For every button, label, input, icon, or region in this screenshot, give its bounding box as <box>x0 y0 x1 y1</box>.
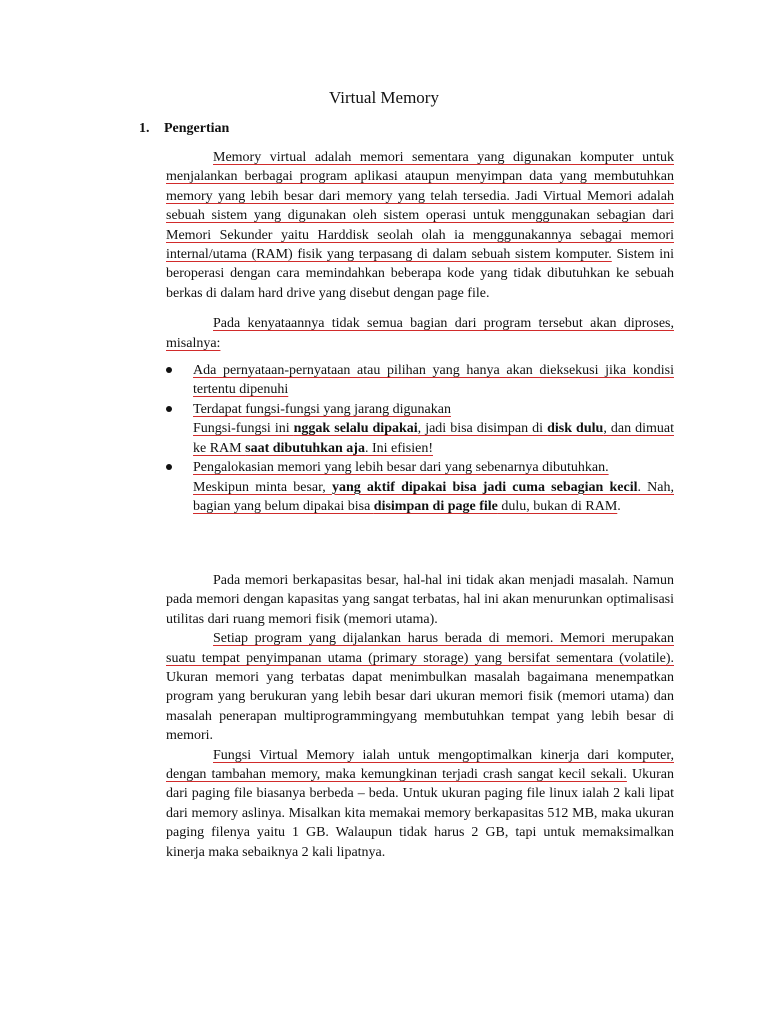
section-number: 1. <box>139 121 150 136</box>
paragraph-storage <box>166 629 674 745</box>
bullet-icon <box>166 367 172 373</box>
paragraph-text: Sistem ini beroperasi dengan cara memindahkan beberapa kode yang tidak dibutuhkan ke sebuah berkas di dalam hard drive yang disebut dengan page file. <box>166 247 674 301</box>
underlined-text: Memory virtual adalah memori sementara yang digunakan komputer untuk menjalankan berbagai program aplikasi ataupun menyimpan data yang membutuhkan memory yang lebih besar dari memory yang telah tersedia. Jadi Virtual Memori adalah sebuah sistem yang digunakan oleh sistem operasi untuk menggunakan sebagian dari Memori Sekunder yaitu Harddisk seolah olah ia menggunakannya sebagai memori internal/utama (RAM) fisik yang terpasang di dalam sebuah sistem komputer. <box>166 150 674 263</box>
underlined-text: Pengalokasian memori yang lebih besar dari yang sebenarnya dibutuhkan. <box>193 460 609 476</box>
body-block-1 <box>166 148 674 516</box>
section-title: Pengertian <box>164 121 230 136</box>
paragraph-text: Pada memori berkapasitas besar, hal-hal ini tidak akan menjadi masalah. Namun pada memori dengan kapasitas yang sangat terbatas, hal ini akan menurunkan optimalisasi utilitas dari ruang memori fisik (memori utama). <box>166 573 674 627</box>
underlined-text: Pada kenyataannya tidak semua bagian dari program tersebut akan diproses, misalnya: <box>166 316 674 351</box>
underlined-text: Fungsi-fungsi ini nggak selalu dipakai, jadi bisa disimpan di disk dulu, dan dimuat ke RAM saat dibutuhkan aja. Ini efisien! <box>193 421 674 456</box>
paragraph-text: Ukuran memori yang terbatas dapat menimbulkan masalah bagaimana menempatkan program yang berukuran yang lebih besar dari ukuran memori fisik (memori utama) dan masalah penerapan multiprogrammingyang membutuhkan tempat yang lebih besar di memori. <box>166 670 674 744</box>
underlined-text: Fungsi Virtual Memory ialah untuk mengoptimalkan kinerja dari komputer, dengan tambahan memory, maka kemungkinan terjadi crash sangat kecil sekali. <box>166 747 674 783</box>
underlined-text: Terdapat fungsi-fungsi yang jarang digunakan <box>193 401 451 417</box>
list-item <box>166 361 674 400</box>
section-heading <box>139 119 229 138</box>
underlined-text: Ada pernyataan-pernyataan atau pilihan yang hanya akan dieksekusi jika kondisi tertentu dipenuhi <box>193 363 674 398</box>
paragraph-text: Ukuran dari paging file biasanya berbeda – beda. Untuk ukuran paging file linux ialah 2 kali lipat dari memory aslinya. Misalkan kita memakai memory berkapasitas 512 MB, maka ukuran paging filenya yaitu 1 GB. Walaupun tidak harus 2 GB, tapi untuk memaksimalkan kinerja maka sebaiknya 2 kali lipatnya. <box>166 767 674 860</box>
paragraph-intro-list <box>166 314 674 353</box>
underlined-text: Setiap program yang dijalankan harus berada di memori. Memori merupakan suatu tempat penyimpanan utama (primary storage) yang bersifat sementara (volatile). <box>166 631 674 666</box>
list-item: Pengalokasian memori yang lebih besar dari yang sebenarnya dibutuhkan. Meskipun minta besar, yang aktif dipakai bisa jadi cuma sebagian kecil. Nah, bagian yang belum dipakai bisa disimpan di page file dulu, bukan di RAM. <box>166 458 674 516</box>
paragraph-definition <box>166 148 674 303</box>
bullet-list <box>166 361 674 516</box>
list-item <box>166 400 674 458</box>
bullet-icon <box>166 464 172 470</box>
body-block-2 <box>166 571 674 862</box>
bullet-icon <box>166 406 172 412</box>
paragraph-function <box>166 746 674 862</box>
underlined-text: Meskipun minta besar, yang aktif dipakai bisa jadi cuma sebagian kecil. Nah, bagian yang belum dipakai bisa disimpan di page file dulu, bukan di RAM <box>193 479 675 514</box>
document-title: Virtual Memory <box>329 88 439 107</box>
